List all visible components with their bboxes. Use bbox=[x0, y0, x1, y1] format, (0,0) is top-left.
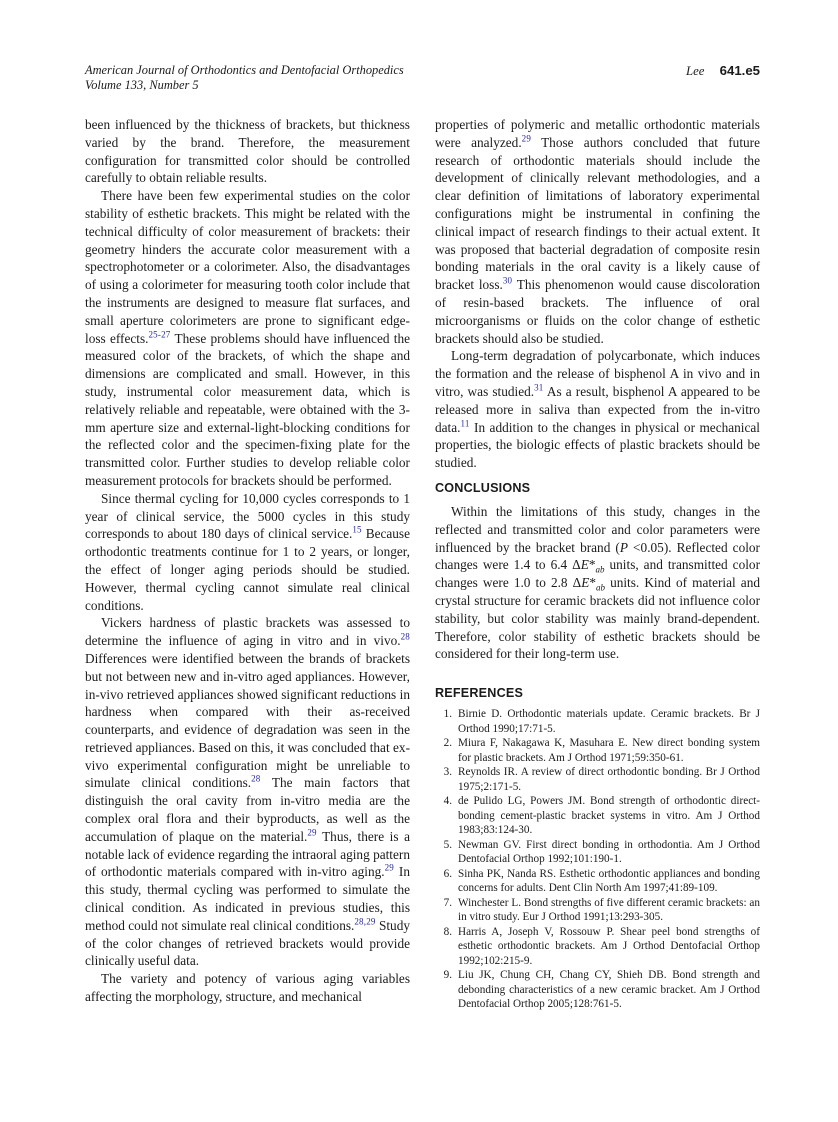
paragraph: Vickers hardness of plastic brackets was assessed to determine the influence of aging in vitro and in vivo.$^{28}$ Differences were identified between the brands of brackets but not between new and in-vitro aged appliances. However, in-vivo retrieved appliances showed significant reductions in hardness when compared with their as-received counterparts, and evidence of degradation was seen in the retrieved appliances. Based on this, it was concluded that ex-vivo experimental configuration might be unreliable to simulate clinical conditions.$^{28}$ The main factors that distinguish the oral cavity from in-vitro media are the complex oral flora and their byproducts, as well as the accumulation of plaque on the material.$^{29}$ Thus, there is a notable lack of evidence regarding the intraoral aging pattern of orthodontic materials compared with in-vitro aging.$^{29}$ In this study, thermal cycling was performed to simulate the clinical condition. As indicated in previous studies, this method could not simulate real clinical conditions.$^{28,29}$ Study of the color changes of retrieved brackets would provide clinically useful data. bbox=[85, 615, 411, 969]
paragraph: been influenced by the thickness of brackets, but thickness varied by the brand. Therefore, the measurement configuration for transmitted color should be controlled carefully to obtain reliable results. bbox=[85, 117, 410, 186]
reference-number: 7. bbox=[443, 896, 452, 909]
right-column-paragraphs bbox=[435, 116, 760, 472]
conclusions-heading: CONCLUSIONS bbox=[435, 480, 531, 495]
article-body bbox=[85, 116, 760, 1012]
italic-text: P bbox=[619, 539, 628, 555]
reference-item bbox=[435, 794, 760, 838]
reference-text: Reynolds IR. A review of direct orthodontic bonding. Br J Orthod 1975;2:171-5. bbox=[458, 766, 760, 793]
reference-number: 2. bbox=[443, 737, 452, 750]
citation-superscript: 28 bbox=[251, 774, 261, 785]
reference-item bbox=[435, 838, 760, 867]
conclusions-paragraph: Within the limitations of this study, changes in the reflected and transmitted color and color parameters were influenced by the bracket brand (P <0.05). Reflected color changes were 1.4 to 6.4 $\Delta E*_{ab}$ units, and transmitted color changes were 1.0 to 2.8 $\Delta E*_{ab}$ units. Kind of material and crystal structure for ceramic brackets did not influence color stability, but color stability was mainly brand-dependent. Therefore, color stability of esthetic brackets should be considered for their long-term use. bbox=[435, 503, 760, 662]
journal-info bbox=[85, 63, 404, 93]
reference-item bbox=[435, 968, 760, 1012]
citation-superscript: 29 bbox=[521, 133, 532, 144]
paragraph: properties of polymeric and metallic orthodontic materials were analyzed.$^{29}$ Those authors concluded that future research of orthodontic materials should include the development of clinically relevant methodologies, and a clear definition of limitations of laboratory experimental configurations might be instrumental in confining the clinical impact of research findings to their actual extent. It was proposed that bacterial degradation of composite resin bonding materials in the oral cavity is a likely cause of bracket loss.$^{30}$ This phenomenon would cause discoloration of resin-based brackets. The influence of oral microorganisms or fluids on the color change of esthetic brackets should also be studied. bbox=[435, 117, 761, 346]
citation-superscript: 29 bbox=[307, 827, 317, 838]
paragraph: Long-term degradation of polycarbonate, which induces the formation and the release of bisphenol A in vivo and in vitro, was studied.$^{31}$ As a result, bisphenol A appeared to be released more in saliva than expected from the in-vitro data.$^{11}$ In addition to the changes in physical or mechanical properties, the biologic effects of plastic brackets should be studied. bbox=[435, 348, 760, 471]
page-header bbox=[85, 63, 760, 93]
reference-item bbox=[435, 925, 760, 969]
italic-text: E bbox=[580, 557, 589, 573]
right-column bbox=[435, 116, 760, 1012]
reference-text: Sinha PK, Nanda RS. Esthetic orthodontic appliances and bonding concerns for adults. Dent Clin North Am 1997;41:89-109. bbox=[458, 867, 760, 895]
paragraph: There have been few experimental studies on the color stability of esthetic brackets. This might be related with the technical difficulty of color measurement of brackets: their geometry hinders the accurate color measurement with a spectrophotometer or a colorimeter. Also, the disadvantages of using a colorimeter for measuring tooth color include that the instruments are designed to measure flat surfaces, and small aperture colorimeters are prone to significant edge-loss effects.$^{25-27}$ These problems should have influenced the measured color of the brackets, of which the shape and dimensions are complicated and small. However, in this study, instrumental color measurement data, which is relatively reliable and repeatable, were obtained with the 3-mm aperture size and external-light-blocking conditions for the reflected color and the specimen-fixing plate for the transmitted color. Further studies to develop reliable color measurement protocols for brackets should be performed. bbox=[85, 188, 411, 488]
paragraph: Since thermal cycling for 10,000 cycles corresponds to 1 year of clinical service, the 5000 cycles in this study corresponds to about 180 days of clinical service.$^{15}$ Because orthodontic treatments continue for 1 to 2 years, or longer, the effect of longer aging periods should be studied. However, thermal cycling cannot simulate real clinical conditions. bbox=[85, 490, 411, 613]
reference-number: 3. bbox=[443, 766, 452, 779]
citation-superscript: 28,29 bbox=[354, 916, 376, 927]
reference-text: Harris A, Joseph V, Rossouw P. Shear peel bond strengths of esthetic orthodontic brackets. Am J Orthod Dentofacial Orthop 1992;102:215-9. bbox=[458, 925, 760, 967]
paragraph: The variety and potency of various aging variables affecting the morphology, structure, and mechanical bbox=[85, 971, 410, 1005]
citation-superscript: 28 bbox=[400, 631, 410, 642]
citation-superscript: 11 bbox=[460, 418, 470, 429]
reference-item bbox=[435, 707, 760, 736]
reference-number: 8. bbox=[443, 925, 452, 938]
citation-superscript: 30 bbox=[502, 275, 513, 286]
reference-item bbox=[435, 765, 760, 794]
reference-text: Miura F, Nakagawa K, Masuhara E. New direct bonding system for plastic brackets. Am J Orthod 1971;59:350-61. bbox=[458, 737, 760, 764]
author-name: Lee bbox=[685, 64, 705, 78]
citation-superscript: 29 bbox=[384, 863, 394, 874]
reference-number: 1. bbox=[443, 708, 452, 721]
reference-text: Newman GV. First direct bonding in orthodontia. Am J Orthod Dentofacial Orthop 1992;101:190-1. bbox=[458, 838, 760, 866]
reference-number: 5. bbox=[443, 838, 452, 851]
reference-number: 6. bbox=[443, 867, 452, 880]
reference-text: de Pulido LG, Powers JM. Bond strength of orthodontic direct-bonding cement-plastic bracket systems in vitro. Am J Orthod 1983;83:124-30. bbox=[458, 795, 760, 837]
reference-item bbox=[435, 736, 760, 765]
running-head bbox=[686, 63, 760, 79]
reference-text: Birnie D. Orthodontic materials update. Ceramic brackets. Br J Orthod 1990;17:71-5. bbox=[458, 708, 760, 735]
references-list bbox=[435, 707, 760, 1012]
left-column bbox=[85, 116, 410, 1012]
references-heading: REFERENCES bbox=[435, 686, 524, 701]
page-number: 641.e5 bbox=[719, 63, 760, 78]
reference-item bbox=[435, 896, 760, 925]
reference-text: Winchester L. Bond strengths of five different ceramic brackets: an in vitro study. Eur J Orthod 1991;13:293-305. bbox=[458, 896, 760, 924]
reference-number: 9. bbox=[443, 969, 452, 982]
subscript: ab bbox=[595, 582, 605, 593]
reference-item bbox=[435, 867, 760, 896]
subscript: ab bbox=[595, 564, 605, 575]
citation-superscript: 31 bbox=[534, 382, 544, 393]
reference-text: Liu JK, Chung CH, Chang CY, Shieh DB. Bond strength and debonding characteristics of a new ceramic bracket. Am J Orthod Dentofacial Orthop 2005;128:761-5. bbox=[458, 969, 760, 1011]
journal-volume: Volume 133, Number 5 bbox=[85, 78, 199, 93]
citation-superscript: 15 bbox=[352, 524, 362, 535]
citation-superscript: 25-27 bbox=[148, 329, 171, 340]
journal-title: American Journal of Orthodontics and Dentofacial Orthopedics bbox=[85, 63, 404, 77]
italic-text: E bbox=[581, 575, 590, 591]
reference-number: 4. bbox=[443, 795, 452, 808]
